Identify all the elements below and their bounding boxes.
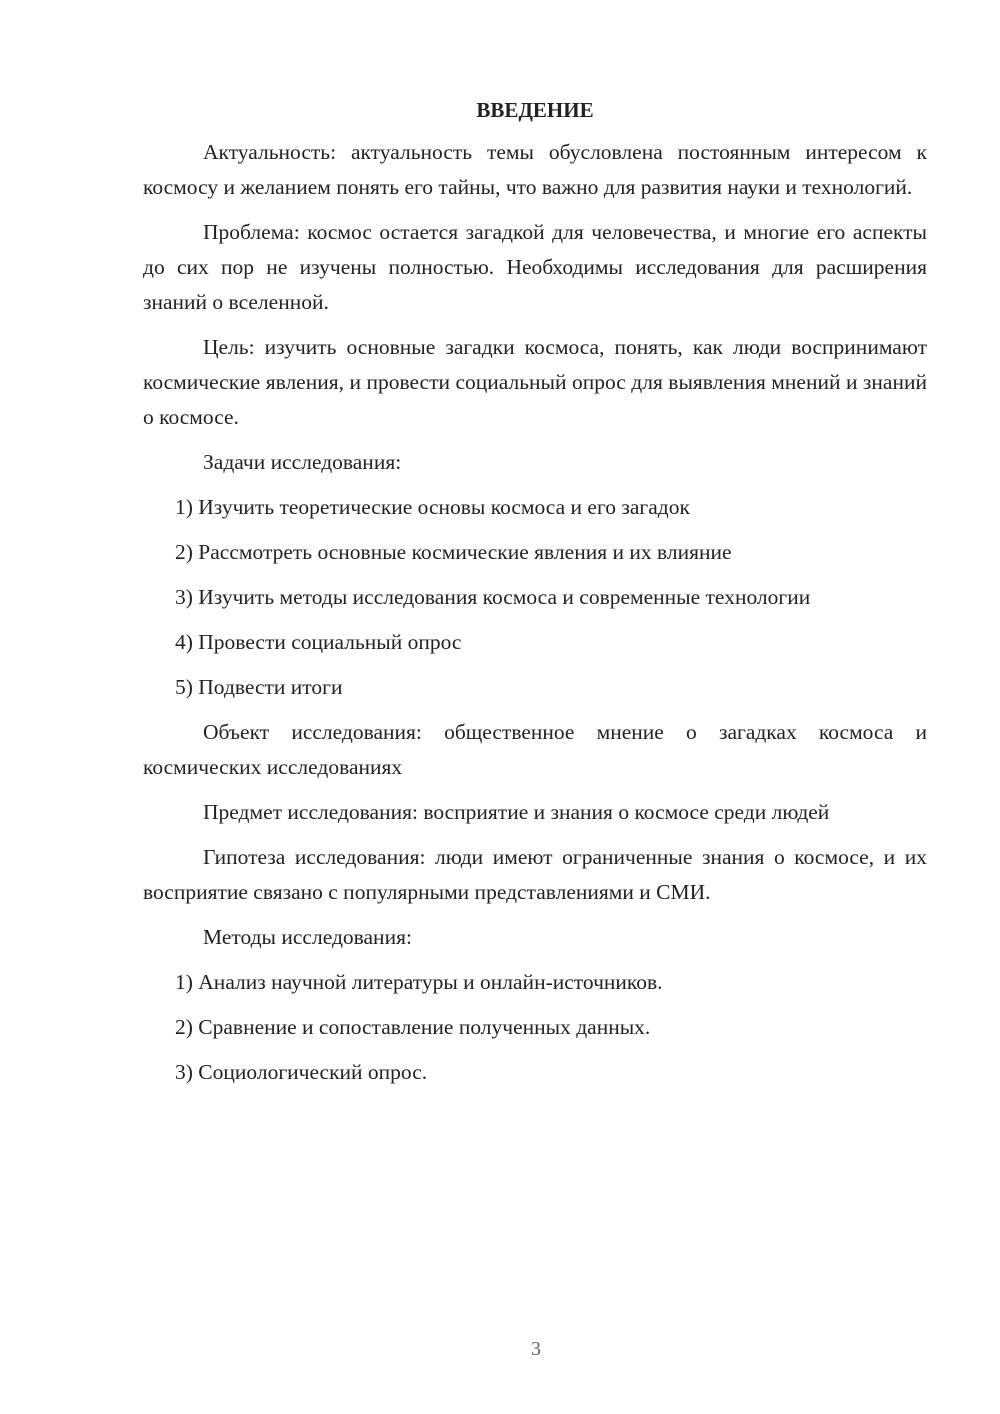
method-item-3: 3) Социологический опрос.: [175, 1060, 428, 1084]
method-item-2: 2) Сравнение и сопоставление полученных данных.: [175, 1015, 651, 1039]
task-item-2: 2) Рассмотреть основные космические явления и их влияние: [175, 540, 732, 564]
hypothesis-paragraph: Гипотеза исследования: люди имеют ограниченные знания о космосе, и их восприятие связано с популярными представлениями и СМИ.: [143, 845, 927, 904]
section-heading: ВВЕДЕНИЕ: [476, 98, 594, 122]
page-content: [143, 93, 927, 1100]
methods-label: Методы исследования:: [203, 925, 412, 949]
tasks-label: Задачи исследования:: [203, 450, 402, 474]
task-item-3: 3) Изучить методы исследования космоса и современные технологии: [175, 585, 811, 609]
task-item-5: 5) Подвести итоги: [175, 675, 343, 699]
task-item-1: 1) Изучить теоретические основы космоса и его загадок: [175, 495, 690, 519]
task-item-4: 4) Провести социальный опрос: [175, 630, 462, 654]
method-item-1: 1) Анализ научной литературы и онлайн-источников.: [175, 970, 663, 994]
goal-paragraph: Цель: изучить основные загадки космоса, понять, как люди воспринимают космические явления, и провести социальный опрос для выявления мнений и знаний о космосе.: [143, 335, 927, 429]
page-number: 3: [531, 1338, 541, 1360]
problem-paragraph: Проблема: космос остается загадкой для человечества, и многие его аспекты до сих пор не изучены полностью. Необходимы исследования для расширения знаний о вселенной.: [143, 220, 927, 314]
subject-paragraph: Предмет исследования: восприятие и знания о космосе среди людей: [203, 800, 830, 824]
relevance-paragraph: Актуальность: актуальность темы обусловлена постоянным интересом к космосу и желанием понять его тайны, что важно для развития науки и технологий.: [143, 140, 927, 199]
object-paragraph: Объект исследования: общественное мнение о загадках космоса и космических исследованиях: [143, 720, 927, 779]
